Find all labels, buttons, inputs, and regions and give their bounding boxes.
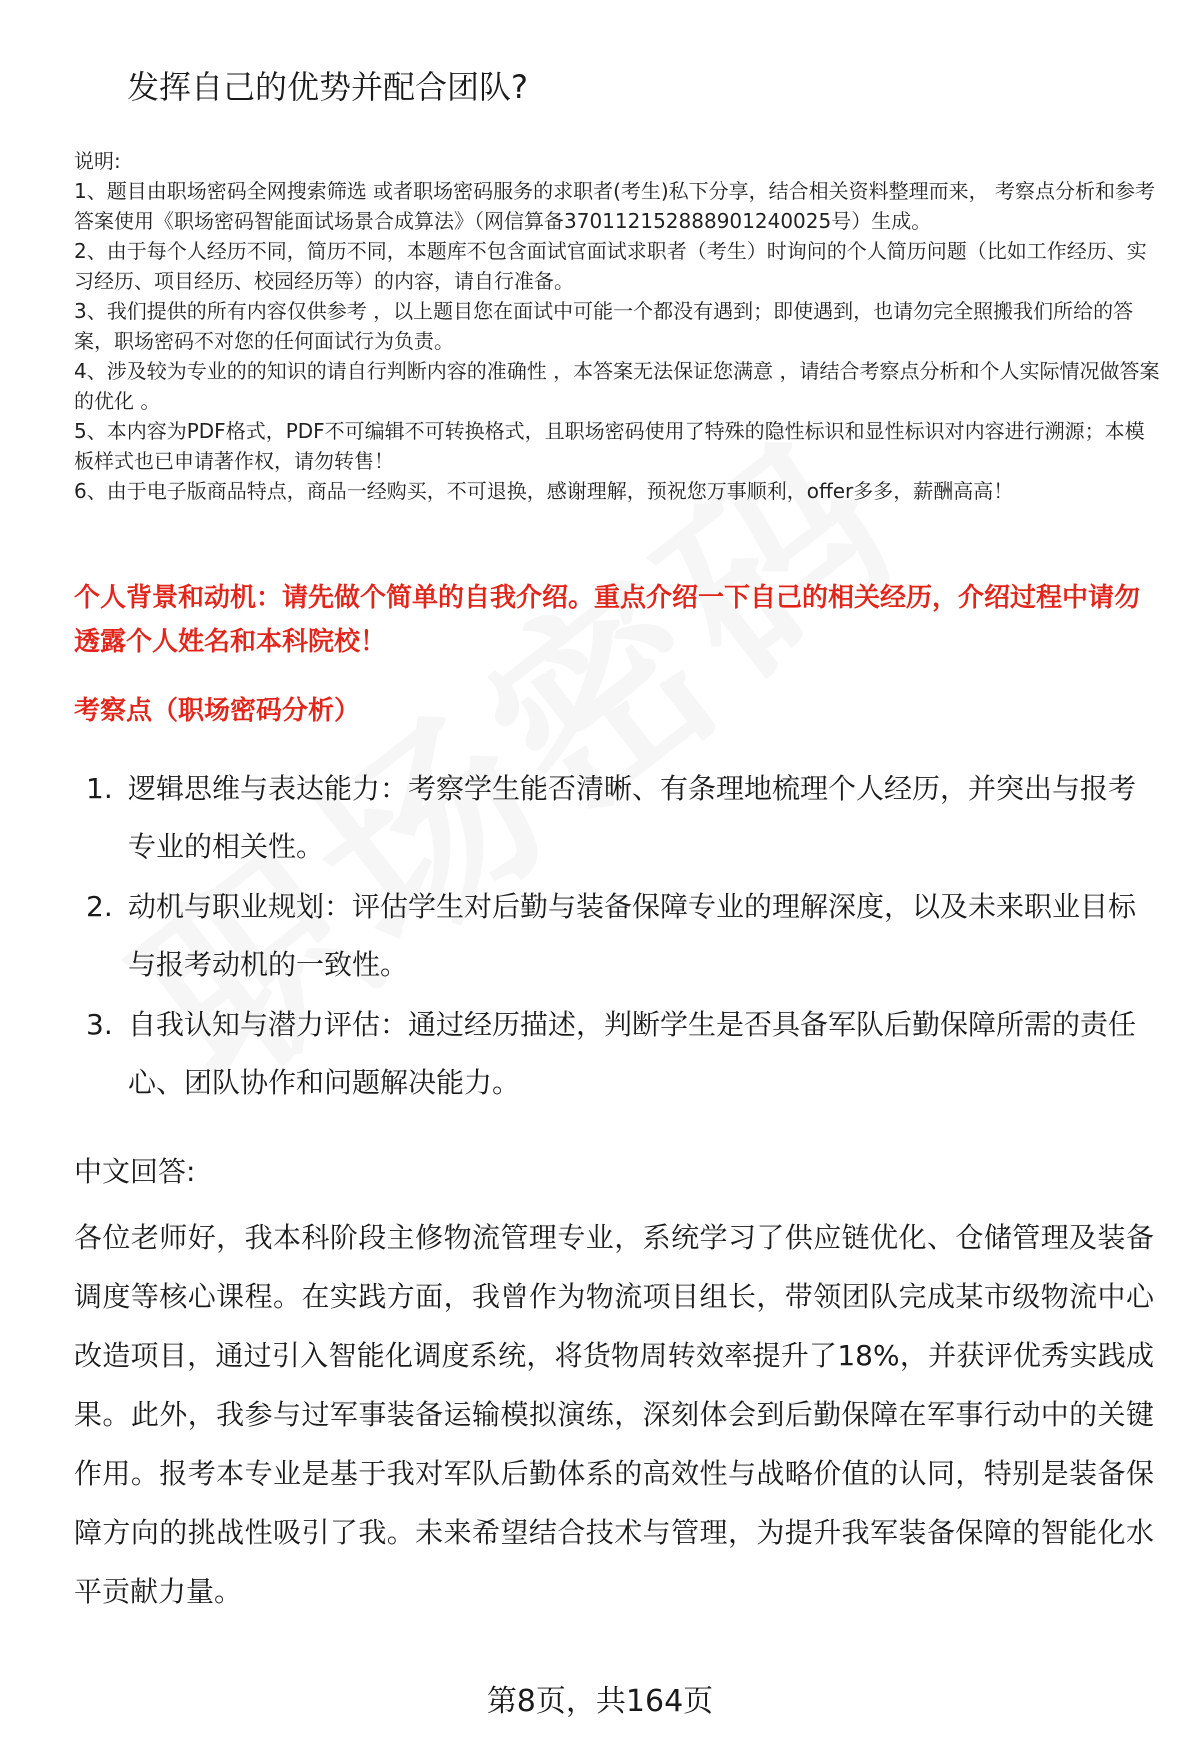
analysis-point (74, 996, 1154, 1112)
point-number: 3. (86, 1008, 113, 1041)
notes-section (74, 146, 1164, 506)
analysis-point (74, 878, 1154, 994)
analysis-points-list (74, 760, 1154, 1114)
point-text: 逻辑思维与表达能力：考察学生能否清晰、有条理地梳理个人经历，并突出与报考专业的相关性。 (128, 772, 1137, 863)
note-item: 4、涉及较为专业的的知识的请自行判断内容的准确性 ，本答案无法保证您满意 ，请结合考察点分析和个人实际情况做答案的优化 。 (74, 359, 1160, 413)
page-footer: 第8页，共164页 (486, 1684, 714, 1719)
answer-text: 各位老师好，我本科阶段主修物流管理专业，系统学习了供应链优化、仓储管理及装备调度等核心课程。在实践方面，我曾作为物流项目组长，带领团队完成某市级物流中心改造项目，通过引入智能化调度系统，将货物周转效率提升了18%，并获评优秀实践成果。此外，我参与过军事装备运输模拟演练，深刻体会到后勤保障在军事行动中的关键作用。报考本专业是基于我对军队后勤体系的高效性与战略价值的认同，特别是装备保障方向的挑战性吸引了我。未来希望结合技术与管理，为提升我军装备保障的智能化水平贡献力量。 (74, 1221, 1154, 1608)
note-item: 1、题目由职场密码全网搜索筛选 或者职场密码服务的求职者(考生)私下分享，结合相关资料整理而来， 考察点分析和参考答案使用《职场密码智能面试场景合成算法》（网信算备370112152888901240025号）生成。 (74, 179, 1156, 233)
notes-title: 说明: (74, 149, 121, 173)
point-text: 自我认知与潜力评估：通过经历描述，判断学生是否具备军队后勤保障所需的责任心、团队协作和问题解决能力。 (128, 1008, 1137, 1099)
interview-question: 个人背景和动机：请先做个简单的自我介绍。重点介绍一下自己的相关经历，介绍过程中请勿透露个人姓名和本科院校！ (74, 583, 1141, 657)
point-number: 1. (86, 772, 113, 805)
note-item: 3、我们提供的所有内容仅供参考 ，以上题目您在面试中可能一个都没有遇到；即使遇到，也请勿完全照搬我们所给的答案，职场密码不对您的任何面试行为负责。 (74, 299, 1134, 353)
note-item: 6、由于电子版商品特点，商品一经购买，不可退换，感谢理解，预祝您万事顺利，offer多多，薪酬高高！ (74, 479, 1014, 503)
note-item: 5、本内容为PDF格式，PDF不可编辑不可转换格式，且职场密码使用了特殊的隐性标识和显性标识对内容进行溯源；本模板样式也已申请著作权，请勿转售！ (74, 419, 1145, 473)
note-item: 2、由于每个人经历不同，简历不同，本题库不包含面试官面试求职者（考生）时询问的个人简历问题（比如工作经历、实习经历、项目经历、校园经历等）的内容，请自行准备。 (74, 239, 1147, 293)
answer-label: 中文回答: (74, 1155, 196, 1188)
analysis-point (74, 760, 1154, 876)
point-text: 动机与职业规划：评估学生对后勤与装备保障专业的理解深度，以及未来职业目标与报考动机的一致性。 (128, 890, 1137, 981)
continued-question-line: 发挥自己的优势并配合团队? (127, 68, 528, 106)
analysis-heading: 考察点（职场密码分析） (74, 696, 361, 726)
point-number: 2. (86, 890, 113, 923)
